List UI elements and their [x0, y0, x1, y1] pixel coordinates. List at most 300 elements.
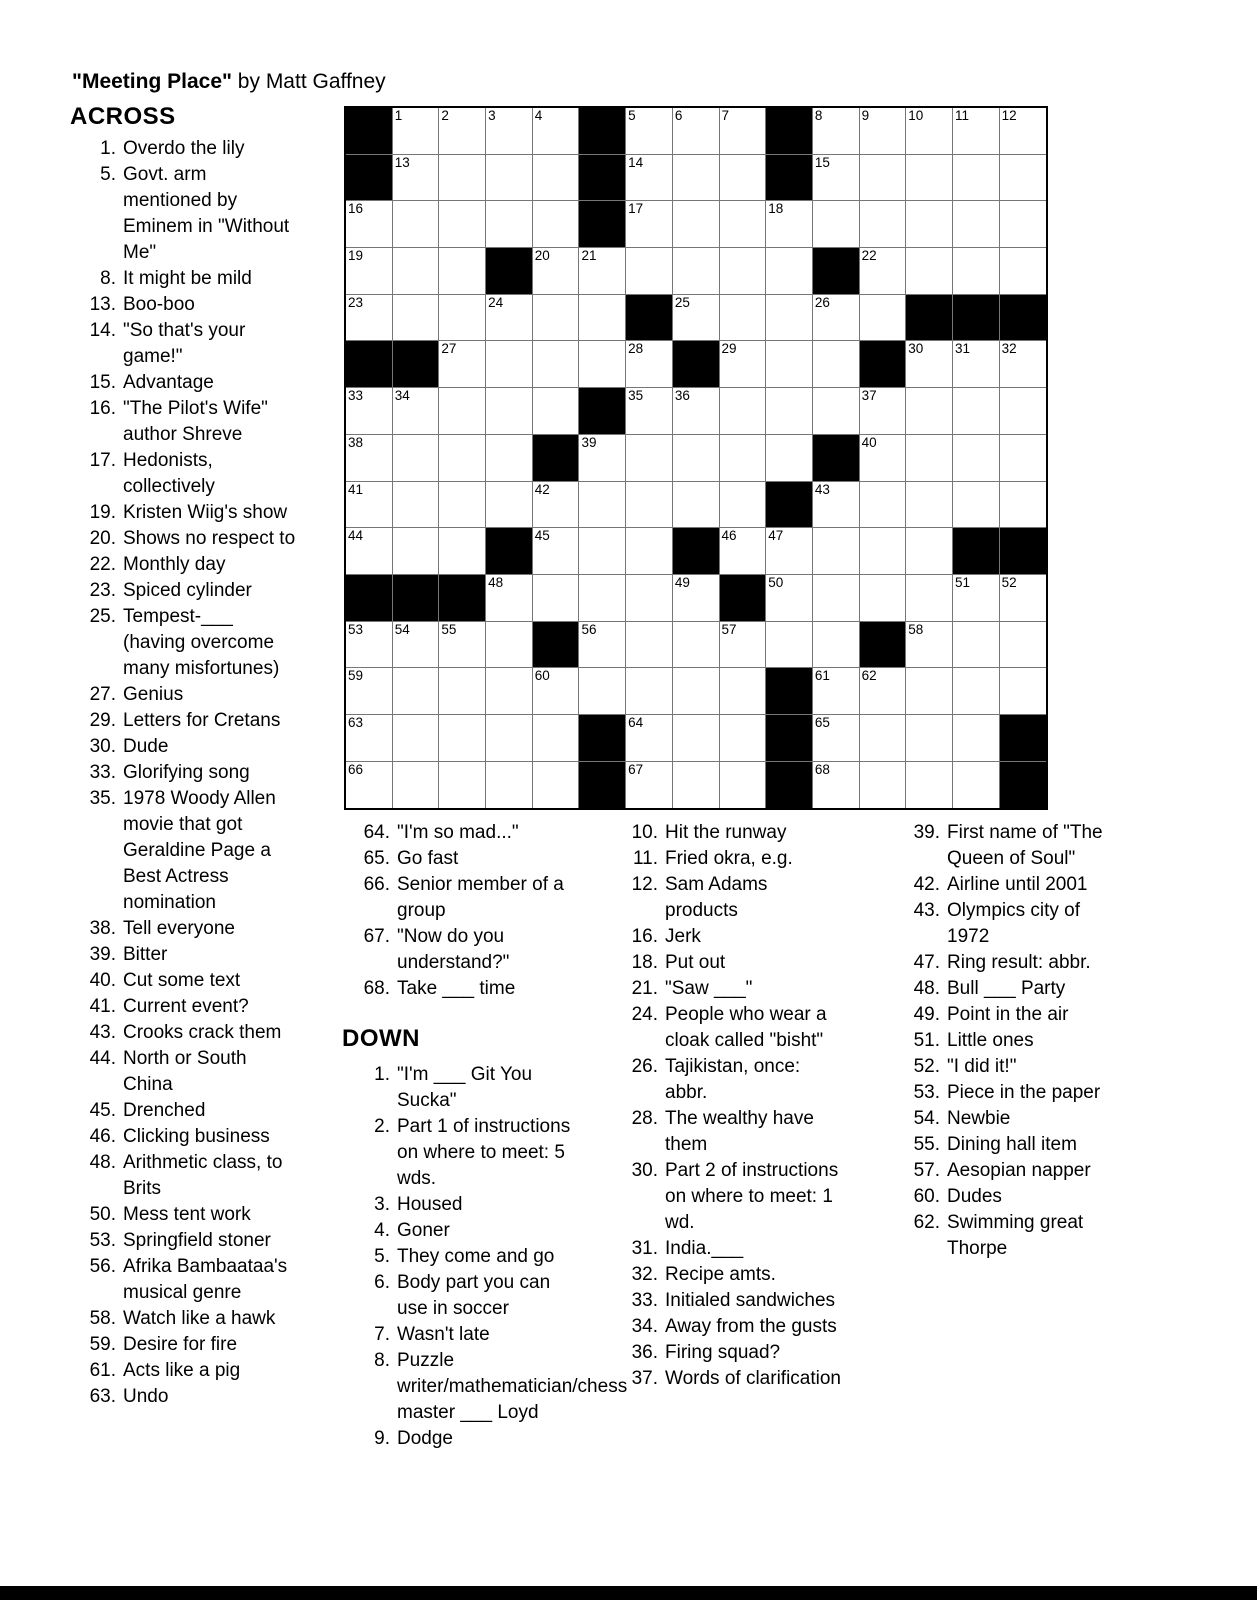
grid-cell[interactable] — [953, 762, 1000, 809]
grid-cell[interactable] — [860, 108, 907, 155]
puzzle-byline: by Matt Gaffney — [231, 70, 386, 93]
clue-item — [618, 1262, 845, 1288]
grid-cell[interactable] — [439, 341, 486, 388]
grid-cell[interactable] — [1000, 108, 1047, 155]
grid-cell[interactable] — [626, 715, 673, 762]
grid-cell[interactable] — [1000, 248, 1047, 295]
grid-cell[interactable] — [346, 482, 393, 529]
clue-item — [72, 318, 297, 370]
grid-cell[interactable] — [1000, 622, 1047, 669]
black-square — [439, 575, 486, 622]
clue-text: 1978 Woody Allen movie that got Geraldine Page a Best Actress nomination — [123, 788, 276, 913]
grid-cell[interactable] — [673, 201, 720, 248]
grid-cell[interactable] — [813, 341, 860, 388]
clue-number: 39. — [89, 944, 116, 965]
grid-cell[interactable] — [626, 201, 673, 248]
grid-cell[interactable] — [439, 435, 486, 482]
grid-cell[interactable] — [720, 155, 767, 202]
clue-text: Senior member of a group — [397, 874, 564, 921]
clue-text: "So that's your game!" — [123, 320, 246, 367]
grid-cell[interactable] — [486, 201, 533, 248]
clue-item — [895, 1106, 1118, 1132]
grid-cell[interactable] — [393, 435, 440, 482]
clue-text: Hit the runway — [665, 822, 787, 843]
grid-cell[interactable] — [860, 295, 907, 342]
clue-item — [618, 846, 845, 872]
clue-number: 29. — [89, 710, 116, 731]
grid-cell[interactable] — [860, 248, 907, 295]
grid-cell[interactable] — [766, 248, 813, 295]
cell-number: 2 — [441, 108, 449, 123]
cell-number: 26 — [814, 294, 830, 310]
grid-cell[interactable] — [533, 201, 580, 248]
grid-cell[interactable] — [626, 388, 673, 435]
grid-cell[interactable] — [673, 622, 720, 669]
grid-cell[interactable] — [766, 388, 813, 435]
grid-cell[interactable] — [486, 295, 533, 342]
grid-cell[interactable] — [673, 762, 720, 809]
grid-cell[interactable] — [906, 108, 953, 155]
clue-text: Clicking business — [123, 1126, 270, 1147]
clue-number: 31. — [631, 1238, 658, 1259]
clue-text: North or South China — [123, 1048, 247, 1095]
grid-cell[interactable] — [673, 482, 720, 529]
black-square — [1000, 715, 1047, 762]
clue-text: Shows no respect to — [123, 528, 296, 549]
cell-number: 13 — [394, 154, 410, 170]
grid-cell[interactable] — [346, 248, 393, 295]
grid-cell[interactable] — [579, 482, 626, 529]
grid-cell[interactable] — [626, 622, 673, 669]
grid-cell[interactable] — [953, 108, 1000, 155]
black-square — [673, 341, 720, 388]
grid-cell[interactable] — [579, 295, 626, 342]
grid-cell[interactable] — [906, 575, 953, 622]
clue-item — [72, 1150, 297, 1202]
clue-item — [895, 1080, 1118, 1106]
grid-cell[interactable] — [673, 388, 720, 435]
grid-cell[interactable] — [486, 575, 533, 622]
grid-cell[interactable] — [813, 762, 860, 809]
clue-number: 45. — [89, 1100, 116, 1121]
grid-cell[interactable] — [813, 668, 860, 715]
grid-cell[interactable] — [346, 528, 393, 575]
clue-number: 66. — [363, 874, 390, 895]
cell-number: 57 — [721, 621, 737, 637]
grid-cell[interactable] — [720, 622, 767, 669]
clue-text: Tajikistan, once: abbr. — [665, 1056, 801, 1103]
grid-cell[interactable] — [906, 482, 953, 529]
grid-cell[interactable] — [533, 482, 580, 529]
grid-cell[interactable] — [393, 155, 440, 202]
cell-number: 16 — [348, 201, 364, 217]
grid-cell[interactable] — [346, 715, 393, 762]
black-square — [579, 762, 626, 809]
clue-item — [618, 1366, 845, 1392]
grid-cell[interactable] — [813, 528, 860, 575]
clue-item — [350, 1218, 582, 1244]
grid-cell[interactable] — [439, 715, 486, 762]
grid-cell[interactable] — [346, 295, 393, 342]
grid-cell[interactable] — [813, 201, 860, 248]
grid-cell[interactable] — [533, 762, 580, 809]
clue-text: Wasn't late — [397, 1324, 490, 1345]
grid-cell[interactable] — [346, 388, 393, 435]
clue-number: 26. — [631, 1056, 658, 1077]
grid-cell[interactable] — [906, 388, 953, 435]
grid-cell[interactable] — [720, 762, 767, 809]
grid-cell[interactable] — [393, 201, 440, 248]
clue-item — [350, 1348, 628, 1426]
clue-text: "I'm so mad..." — [397, 822, 519, 843]
clue-number: 5. — [374, 1246, 390, 1267]
grid-cell[interactable] — [673, 155, 720, 202]
cell-number: 8 — [814, 108, 823, 123]
clue-item — [72, 1306, 297, 1332]
grid-cell[interactable] — [906, 762, 953, 809]
grid-cell[interactable] — [439, 155, 486, 202]
grid-cell[interactable] — [533, 388, 580, 435]
grid-cell[interactable] — [1000, 482, 1047, 529]
grid-cell[interactable] — [860, 575, 907, 622]
grid-cell[interactable] — [439, 528, 486, 575]
grid-cell[interactable] — [860, 155, 907, 202]
grid-cell[interactable] — [906, 622, 953, 669]
grid-cell[interactable] — [813, 482, 860, 529]
grid-cell[interactable] — [673, 295, 720, 342]
cell-number: 42 — [534, 481, 550, 497]
grid-cell[interactable] — [533, 528, 580, 575]
clue-number: 1. — [374, 1064, 390, 1085]
grid-cell[interactable] — [346, 668, 393, 715]
clue-item — [72, 396, 297, 448]
clue-text: Take ___ time — [397, 978, 516, 999]
grid-cell[interactable] — [486, 482, 533, 529]
clue-number: 33. — [631, 1290, 658, 1311]
clue-number: 47. — [913, 952, 940, 973]
black-square — [766, 668, 813, 715]
clue-number: 60. — [913, 1186, 940, 1207]
grid-cell[interactable] — [346, 435, 393, 482]
grid-cell[interactable] — [720, 482, 767, 529]
crossword-grid[interactable] — [344, 106, 1048, 810]
grid-cell[interactable] — [439, 201, 486, 248]
grid-cell[interactable] — [720, 435, 767, 482]
clue-item — [72, 786, 297, 916]
grid-cell[interactable] — [626, 528, 673, 575]
clue-text: "Now do you understand?" — [397, 926, 510, 973]
grid-cell[interactable] — [766, 528, 813, 575]
clue-number: 52. — [913, 1056, 940, 1077]
clue-text: Aesopian napper — [947, 1160, 1091, 1181]
clue-number: 46. — [89, 1126, 116, 1147]
grid-cell[interactable] — [1000, 388, 1047, 435]
grid-cell[interactable] — [533, 341, 580, 388]
clue-number: 30. — [631, 1160, 658, 1181]
grid-cell[interactable] — [439, 622, 486, 669]
clue-number: 14. — [89, 320, 116, 341]
clue-number: 20. — [89, 528, 116, 549]
grid-cell[interactable] — [673, 248, 720, 295]
cell-number: 24 — [488, 294, 504, 310]
grid-cell[interactable] — [720, 715, 767, 762]
grid-cell[interactable] — [393, 622, 440, 669]
grid-cell[interactable] — [673, 575, 720, 622]
grid-cell[interactable] — [626, 668, 673, 715]
grid-cell[interactable] — [393, 108, 440, 155]
cell-number: 59 — [348, 668, 364, 684]
grid-cell[interactable] — [486, 622, 533, 669]
clue-item — [618, 976, 845, 1002]
grid-cell[interactable] — [439, 762, 486, 809]
black-square — [766, 762, 813, 809]
grid-cell[interactable] — [720, 528, 767, 575]
grid-cell[interactable] — [720, 108, 767, 155]
grid-cell[interactable] — [953, 155, 1000, 202]
grid-cell[interactable] — [486, 762, 533, 809]
grid-cell[interactable] — [533, 295, 580, 342]
grid-cell[interactable] — [1000, 575, 1047, 622]
clue-item — [350, 1244, 582, 1270]
grid-cell[interactable] — [720, 248, 767, 295]
grid-cell[interactable] — [579, 341, 626, 388]
grid-cell[interactable] — [1000, 155, 1047, 202]
grid-cell[interactable] — [720, 341, 767, 388]
clue-text: Point in the air — [947, 1004, 1069, 1025]
clue-number: 56. — [89, 1256, 116, 1277]
grid-cell[interactable] — [813, 388, 860, 435]
black-square — [860, 622, 907, 669]
grid-cell[interactable] — [813, 575, 860, 622]
cell-number: 66 — [348, 761, 364, 777]
grid-cell[interactable] — [393, 762, 440, 809]
grid-cell[interactable] — [1000, 668, 1047, 715]
clue-text: Away from the gusts — [665, 1316, 837, 1337]
grid-cell[interactable] — [953, 435, 1000, 482]
grid-cell[interactable] — [439, 108, 486, 155]
clue-text: Olympics city of 1972 — [947, 900, 1081, 947]
black-square — [766, 715, 813, 762]
grid-cell[interactable] — [579, 528, 626, 575]
grid-cell[interactable] — [486, 715, 533, 762]
grid-cell[interactable] — [906, 668, 953, 715]
grid-cell[interactable] — [766, 341, 813, 388]
grid-cell[interactable] — [953, 622, 1000, 669]
grid-cell[interactable] — [393, 668, 440, 715]
clue-text: Housed — [397, 1194, 463, 1215]
grid-cell[interactable] — [439, 388, 486, 435]
grid-cell[interactable] — [906, 715, 953, 762]
clue-text: Body part you can use in soccer — [397, 1272, 551, 1319]
grid-cell[interactable] — [766, 435, 813, 482]
grid-cell[interactable] — [346, 201, 393, 248]
grid-cell[interactable] — [813, 155, 860, 202]
clue-item — [618, 1288, 845, 1314]
grid-cell[interactable] — [906, 201, 953, 248]
grid-cell[interactable] — [579, 622, 626, 669]
clue-item — [72, 1254, 297, 1306]
grid-cell[interactable] — [393, 528, 440, 575]
black-square — [906, 295, 953, 342]
grid-cell[interactable] — [860, 762, 907, 809]
grid-cell[interactable] — [860, 435, 907, 482]
grid-cell[interactable] — [906, 528, 953, 575]
middle-clues-column — [342, 820, 628, 1452]
clue-text: "The Pilot's Wife" author Shreve — [123, 398, 268, 445]
grid-cell[interactable] — [953, 668, 1000, 715]
grid-cell[interactable] — [720, 295, 767, 342]
cell-number: 11 — [954, 108, 969, 123]
cell-number: 10 — [908, 108, 924, 123]
grid-cell[interactable] — [626, 248, 673, 295]
grid-cell[interactable] — [486, 341, 533, 388]
clue-text: "I did it!" — [947, 1056, 1017, 1077]
grid-cell[interactable] — [953, 201, 1000, 248]
grid-cell[interactable] — [720, 668, 767, 715]
grid-cell[interactable] — [720, 201, 767, 248]
grid-cell[interactable] — [579, 435, 626, 482]
grid-cell[interactable] — [813, 622, 860, 669]
grid-cell[interactable] — [393, 715, 440, 762]
clue-item — [895, 1210, 1118, 1262]
clue-item — [350, 1114, 582, 1192]
grid-cell[interactable] — [673, 715, 720, 762]
grid-cell[interactable] — [766, 295, 813, 342]
grid-cell[interactable] — [953, 388, 1000, 435]
grid-cell[interactable] — [393, 482, 440, 529]
grid-cell[interactable] — [486, 155, 533, 202]
grid-cell[interactable] — [579, 248, 626, 295]
cell-number: 67 — [628, 761, 644, 777]
clue-text: Tell everyone — [123, 918, 235, 939]
grid-cell[interactable] — [953, 341, 1000, 388]
grid-cell[interactable] — [813, 295, 860, 342]
grid-cell[interactable] — [533, 668, 580, 715]
grid-cell[interactable] — [953, 715, 1000, 762]
grid-cell[interactable] — [579, 668, 626, 715]
grid-cell[interactable] — [906, 341, 953, 388]
grid-cell[interactable] — [626, 435, 673, 482]
clue-item — [72, 1124, 297, 1150]
grid-cell[interactable] — [533, 715, 580, 762]
clue-number: 37. — [631, 1368, 658, 1389]
grid-cell[interactable] — [346, 622, 393, 669]
clue-text: Cut some text — [123, 970, 241, 991]
grid-cell[interactable] — [953, 575, 1000, 622]
clue-item — [618, 1236, 845, 1262]
clue-text: Fried okra, e.g. — [665, 848, 793, 869]
clue-item — [72, 994, 297, 1020]
grid-cell[interactable] — [906, 435, 953, 482]
grid-cell[interactable] — [439, 668, 486, 715]
cell-number: 9 — [861, 108, 870, 123]
page-title — [72, 70, 386, 94]
grid-cell[interactable] — [533, 155, 580, 202]
clue-number: 58. — [89, 1308, 116, 1329]
grid-cell[interactable] — [860, 528, 907, 575]
clue-number: 48. — [913, 978, 940, 999]
grid-cell[interactable] — [673, 435, 720, 482]
grid-cell[interactable] — [393, 295, 440, 342]
grid-cell[interactable] — [860, 668, 907, 715]
grid-cell[interactable] — [626, 155, 673, 202]
grid-cell[interactable] — [673, 668, 720, 715]
grid-cell[interactable] — [393, 388, 440, 435]
grid-cell[interactable] — [346, 762, 393, 809]
grid-cell[interactable] — [673, 108, 720, 155]
grid-cell[interactable] — [486, 388, 533, 435]
clue-text: "I'm ___ Git You Sucka" — [397, 1064, 533, 1111]
grid-cell[interactable] — [626, 482, 673, 529]
grid-cell[interactable] — [813, 715, 860, 762]
grid-cell[interactable] — [533, 575, 580, 622]
clue-number: 24. — [631, 1004, 658, 1025]
grid-cell[interactable] — [906, 155, 953, 202]
cell-number: 19 — [348, 248, 364, 264]
clue-text: Piece in the paper — [947, 1082, 1101, 1103]
grid-cell[interactable] — [579, 575, 626, 622]
clue-text: India.___ — [665, 1238, 744, 1259]
grid-cell[interactable] — [720, 388, 767, 435]
black-square — [486, 248, 533, 295]
grid-cell[interactable] — [486, 435, 533, 482]
grid-cell[interactable] — [953, 482, 1000, 529]
grid-cell[interactable] — [393, 248, 440, 295]
black-square — [579, 201, 626, 248]
grid-cell[interactable] — [626, 762, 673, 809]
grid-cell[interactable] — [766, 622, 813, 669]
grid-cell[interactable] — [860, 482, 907, 529]
grid-cell[interactable] — [953, 248, 1000, 295]
clue-number: 18. — [631, 952, 658, 973]
grid-cell[interactable] — [1000, 201, 1047, 248]
clue-text: Kristen Wiig's show — [123, 502, 288, 523]
grid-cell[interactable] — [860, 388, 907, 435]
clue-number: 33. — [89, 762, 116, 783]
grid-cell[interactable] — [533, 248, 580, 295]
grid-cell[interactable] — [486, 668, 533, 715]
clue-number: 49. — [913, 1004, 940, 1025]
grid-cell[interactable] — [860, 201, 907, 248]
clue-item — [72, 1020, 297, 1046]
cell-number: 50 — [768, 574, 784, 590]
clue-item — [618, 1340, 845, 1366]
grid-cell[interactable] — [813, 108, 860, 155]
grid-cell[interactable] — [1000, 341, 1047, 388]
grid-cell[interactable] — [906, 248, 953, 295]
clue-item — [72, 292, 297, 318]
grid-cell[interactable] — [860, 715, 907, 762]
grid-cell[interactable] — [439, 248, 486, 295]
grid-cell[interactable] — [626, 575, 673, 622]
grid-cell[interactable] — [626, 108, 673, 155]
clue-text: Puzzle writer/⁠mathematician/⁠chess master ___ Loyd — [397, 1350, 628, 1423]
grid-cell[interactable] — [533, 108, 580, 155]
clue-text: Put out — [665, 952, 726, 973]
grid-cell[interactable] — [1000, 435, 1047, 482]
grid-cell[interactable] — [626, 341, 673, 388]
clue-item — [72, 708, 297, 734]
clue-text: Hedonists, collectively — [123, 450, 215, 497]
black-square — [673, 528, 720, 575]
clue-text: Part 1 of instructions on where to meet: 5 wds. — [397, 1116, 571, 1189]
grid-cell[interactable] — [439, 295, 486, 342]
grid-cell[interactable] — [439, 482, 486, 529]
grid-cell[interactable] — [486, 108, 533, 155]
grid-cell[interactable] — [766, 575, 813, 622]
clue-item — [618, 924, 845, 950]
grid-cell[interactable] — [766, 201, 813, 248]
